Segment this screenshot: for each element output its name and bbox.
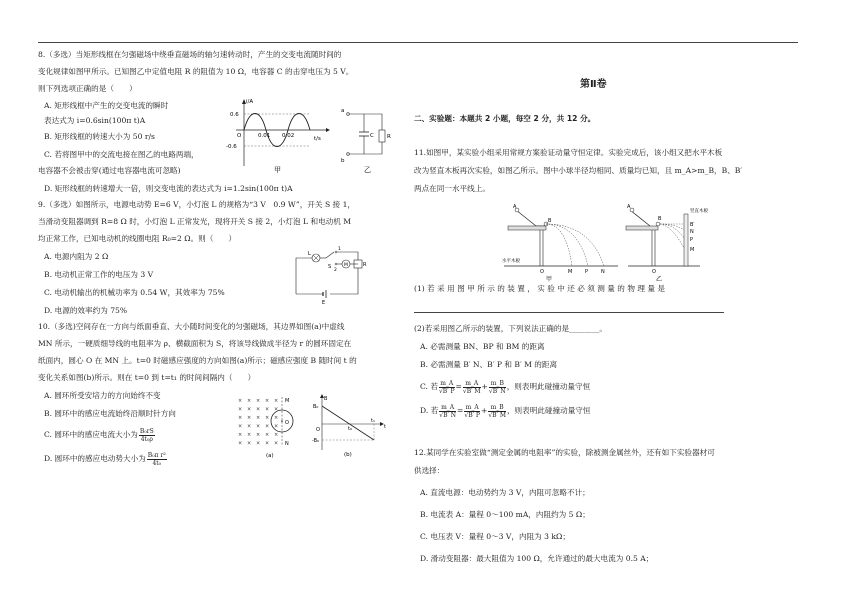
field-cross-mark: × <box>256 398 261 404</box>
field-cross-mark: × <box>238 440 243 447</box>
q8-jia-caption: 甲 <box>274 166 281 174</box>
q12-option-a: A. 直流电源：电动势约为 3 V，内阻可忽略不计； <box>420 488 590 497</box>
q11-c-frac-2 <box>463 380 481 395</box>
q8-option-c-1: C. 若将图甲中的交流电接在图乙的电路两端， <box>44 150 199 159</box>
q12-option-b: B. 电流表 A：量程 0～100 mA，内阻约为 5 Ω； <box>420 510 590 519</box>
field-cross-mark: × <box>247 432 252 438</box>
q11-jia-o: O <box>540 269 544 275</box>
q8-jia-yneg: -0.6 <box>226 144 237 150</box>
q9-stem-3: 均正常工作，已知电动机的线圈电阻 R₀=2 Ω。则（ ） <box>38 234 237 243</box>
q10-option-c-fraction <box>139 428 155 443</box>
q8-option-a-1: A. 矩形线框中产生的交变电流的瞬时 <box>44 101 169 110</box>
q8-yi-a: a <box>341 108 345 114</box>
q10-stem-4: 变化关系如图(b)所示。则在 t=0 到 t=t₁ 的时间间隔内（ ） <box>38 373 256 382</box>
field-cross-mark: × <box>265 440 270 447</box>
q11-jia-p: P <box>585 269 589 275</box>
field-cross-mark: × <box>238 432 243 438</box>
q8-jia-xlabel: t/s <box>314 136 321 142</box>
q10-figure-b <box>312 392 392 460</box>
q11-jia-board: 水平木板 <box>502 259 520 264</box>
q10-b-b: B <box>324 396 328 402</box>
field-cross-mark: × <box>274 406 279 413</box>
volume-title: 第Ⅱ卷 <box>580 79 607 90</box>
field-cross-mark: × <box>274 440 279 447</box>
q9-fig-m: M <box>344 263 348 268</box>
q11-c-frac-1 <box>439 380 455 395</box>
right-column <box>414 46 780 566</box>
q8-option-c-2: 电容器不会被击穿(通过电容器电流可忽略) <box>38 166 181 175</box>
q8-jia-t1: 0.01 <box>258 133 271 139</box>
q9-option-d: D. 电源的效率约为 75% <box>44 306 128 315</box>
q11-d-suffix: ，则表明此碰撞动量守恒 <box>506 406 591 415</box>
q10-a-caption: (a) <box>266 453 274 459</box>
field-cross-mark: × <box>265 423 270 430</box>
q11-yi-p: P <box>690 237 694 243</box>
q11-jia-n: N <box>601 269 605 275</box>
q11-c-frac-3-num: m_B <box>490 379 504 387</box>
q10-stem-3: 纸面内，圆心 O 在 MN 上。t=0 时磁感应强度的方向如图(a)所示；磁感应强度 B 随时间 t 的 <box>38 356 357 365</box>
q8-stem-3: 则下列选项正确的是（ ） <box>38 84 137 93</box>
q9-fig-s: S <box>328 264 332 270</box>
q10-c-numerator: B₀rS <box>139 427 154 435</box>
q11-c-frac-2-den: √B′ M <box>462 387 481 395</box>
q8-jia-ylabel: i/A <box>246 99 254 105</box>
q10-b-b0: B₀ <box>313 404 319 410</box>
q9-stem-2: 当滑动变阻器调到 R=8 Ω 时，小灯泡 L 正常发光，现将开关 S 接 2，小灯泡 L 和电动机 M <box>38 217 352 226</box>
field-cross-mark: × <box>256 432 261 438</box>
q9-fig-2: 2 <box>334 268 337 273</box>
q8-stem-2: 变化规律如图甲所示。已知图乙中定值电阻 R 的阻值为 10 Ω，电容器 C 的击穿电压为 5 V。 <box>38 67 354 76</box>
field-cross-mark: × <box>256 440 261 447</box>
field-cross-mark: × <box>238 398 243 404</box>
q11-d-frac-1-den: √B′ N <box>439 411 457 419</box>
q9-fig-1: 1 <box>338 247 341 252</box>
q12-stem-2: 供选择： <box>414 466 445 475</box>
q10-b-t1: t₁ <box>371 418 375 424</box>
q10-b-neg-b0: -B₀ <box>312 438 320 444</box>
q11-d-frac-3 <box>488 404 506 419</box>
q11-c-prefix: C. 若 <box>420 382 438 391</box>
q9-fig-r: R <box>363 262 367 268</box>
q10-option-b: B. 圆环中的感应电流始终沿顺时针方向 <box>44 409 176 418</box>
q8-figure-yi <box>338 98 398 174</box>
field-cross-mark: × <box>247 423 252 430</box>
field-cross-mark: × <box>274 432 279 438</box>
q8-yi-b: b <box>341 158 345 164</box>
q11-jia-caption: 甲 <box>546 276 553 282</box>
q11-d-frac-1-num: m_A <box>441 403 455 411</box>
q8-option-b: B. 矩形线框的转速大小为 50 r/s <box>44 132 155 141</box>
q11-c-frac-3 <box>489 380 506 395</box>
q12-option-c: C. 电压表 V：量程 0～3 V，内阻为 3 kΩ； <box>420 532 570 541</box>
q11-option-a: A. 必需测量 BN、BP 和 BM 的距离 <box>420 342 545 351</box>
left-column <box>38 46 398 566</box>
q10-option-a: A. 圆环所受安培力的方向始终不变 <box>44 391 161 400</box>
q11-jia-b: B <box>548 218 552 224</box>
q11-yi-bp: B′ <box>690 222 695 228</box>
field-cross-mark: × <box>256 423 261 430</box>
q11-part-2: (2)若采用图乙所示的装置，下列说法正确的是________。 <box>414 324 608 333</box>
q10-stem-1: 10.（多选)空间存在一方向与纸面垂直、大小随时间变化的匀强磁场，其边界如图(a)中虚线 <box>38 322 345 331</box>
q9-option-c: C. 电动机输出的机械功率为 0.54 W，其效率为 75% <box>44 288 225 297</box>
q11-c-frac-1-num: m_A <box>440 379 454 387</box>
q11-c-frac-1-den: √B′ P <box>438 387 455 395</box>
field-cross-mark: × <box>265 415 270 421</box>
q8-stem-1: 8.（多选）当矩形线框在匀强磁场中绕垂直磁场的轴匀速转动时，产生的交变电流随时间的 <box>38 50 342 59</box>
q11-option-d: D. 若 $\frac{m\_A}{√B' N}$ = $\frac{m\_A}{√B' P}$ + $\frac{m\_B}{√B' M}$ ，则表明此碰撞动量守恒 <box>420 403 591 419</box>
field-cross-mark: × <box>256 406 261 413</box>
q9-fig-l: L <box>308 251 311 257</box>
field-cross-mark: × <box>274 398 279 404</box>
q9-circuit-figure <box>290 246 370 304</box>
field-cross-mark: × <box>238 406 243 413</box>
q12-stem-1: 12.某同学在实验室做“测定金属的电阻率”的实验，除被测金属丝外，还有如下实验器材可 <box>414 448 715 457</box>
field-cross-mark: × <box>247 398 252 404</box>
q8-jia-origin: O <box>237 133 242 139</box>
q11-d-frac-3-den: √B′ M <box>488 411 506 419</box>
q11-c-frac-2-num: m_A <box>463 380 481 388</box>
q9-fig-e: E <box>322 300 326 304</box>
field-cross-mark: × <box>265 398 270 404</box>
q9-option-a: A. 电源内阻为 2 Ω <box>44 252 109 261</box>
q11-d-frac-2 <box>464 404 480 419</box>
q11-d-frac-2-num: m_A <box>465 403 479 411</box>
q12-option-d: D. 滑动变阻器：最大阻值为 100 Ω，允许通过的最大电流为 0.5 A； <box>420 554 654 563</box>
field-cross-mark: × <box>274 423 279 430</box>
q11-yi-board: 竖直木板 <box>690 209 708 214</box>
q11-yi-m: M <box>690 247 695 253</box>
q11-yi-caption: 乙 <box>656 276 663 282</box>
q11-d-frac-3-num: m_B <box>488 404 506 412</box>
q10-option-d-text: D. 圆环中的感应电动势大小为 <box>44 454 146 463</box>
q11-d-prefix: D. 若 <box>420 406 439 415</box>
q10-a-n: N <box>285 441 289 447</box>
q11-stem-2: 改为竖直木板再次实验，如图乙所示。图中小球半径均相同、质量均已知，且 m_A>m_B，B、B′ <box>414 166 743 175</box>
field-cross-mark: × <box>238 415 243 421</box>
q8-yi-c: C <box>370 133 374 139</box>
header-rule <box>38 42 798 43</box>
q11-yi-o: O <box>652 269 656 275</box>
q8-jia-ypos: 0.6 <box>230 112 239 118</box>
q11-option-c: C. 若 $\frac{m\_A}{√B' P}$ = $\frac{m\_A}{√B' M}$ + $\frac{m\_B}{√B' N}$ ，则表明此碰撞动量守恒 <box>420 379 591 395</box>
q11-d-frac-1 <box>439 404 456 419</box>
field-cross-mark: × <box>238 423 243 430</box>
q10-b-t: t <box>384 424 386 430</box>
q11-c-frac-3-den: √B′ N <box>488 387 506 395</box>
q11-option-b: B. 必需测量 B′ N、B′ P 和 B′ M 的距离 <box>420 360 558 369</box>
q8-yi-r: R <box>387 134 391 140</box>
q11-figure-yi <box>624 200 734 282</box>
field-cross-mark: × <box>247 440 252 447</box>
q8-yi-caption: 乙 <box>364 166 371 174</box>
q11-yi-a: A <box>627 204 631 210</box>
q10-b-origin: O <box>316 427 320 433</box>
q11-stem-1: 11.如图甲，某实验小组采用常规方案验证动量守恒定律。实验完成后，该小组又把水平木板 <box>414 148 723 157</box>
q10-option-d-fraction <box>147 452 167 467</box>
q11-yi-b: B <box>658 216 662 222</box>
field-cross-mark: × <box>274 415 279 421</box>
q10-field-crosses <box>238 398 278 447</box>
q10-figure-a <box>234 394 304 460</box>
q9-stem-1: 9.（多选）如图所示，电源电动势 E=6 V，小灯泡 L 的规格为“3 V 0.9 W”，开关 S 接 1， <box>38 200 355 209</box>
q11-yi-n: N <box>690 229 694 235</box>
q10-c-denominator: 4t₀ρ <box>140 435 153 443</box>
q10-d-denominator: 4t₀ <box>152 459 162 467</box>
q8-figure-jia <box>226 96 336 174</box>
q10-b-caption: (b) <box>344 452 352 458</box>
q10-a-m: M <box>285 398 290 404</box>
q11-c-suffix: ，则表明此碰撞动量守恒 <box>506 382 591 391</box>
q10-option-c-text: C. 圆环中的感应电流大小为 <box>44 430 138 439</box>
field-cross-mark: × <box>247 406 252 413</box>
q10-a-o: O <box>285 420 289 426</box>
q10-option-c <box>44 426 156 444</box>
field-cross-mark: × <box>265 432 270 438</box>
q11-answer-blank[interactable] <box>414 312 724 313</box>
field-cross-mark: × <box>247 415 252 421</box>
q11-jia-a: A <box>513 204 517 210</box>
q10-stem-2: MN 所示，一硬质细导线的电阻率为 ρ、横截面积为 S，将该导线做成半径为 r 的圆环固定在 <box>38 339 352 348</box>
q11-jia-m: M <box>568 269 573 275</box>
q11-stem-3: 两点在同一水平线上。 <box>414 184 490 193</box>
q10-d-numerator: B₀π r² <box>147 451 166 459</box>
q8-option-d: D. 矩形线框的转速增大一倍，则交变电流的表达式为 i=1.2sin(100π t)A <box>44 184 293 193</box>
section-heading: 二、实验题：本题共 2 小题，每空 2 分，共 12 分。 <box>414 114 596 123</box>
q10-b-t0: t₀ <box>348 426 352 432</box>
q11-d-frac-2-den: √B′ P <box>464 411 480 419</box>
q8-option-a-2: 表达式为 i=0.6sin(100π t)A <box>44 116 146 125</box>
q11-part-1: (1) 若 采 用 图 甲 所 示 的 装 置 ， 实 验 中 还 必 须 测 量 的 物 理 量 是 <box>414 284 665 293</box>
q9-option-b: B. 电动机正常工作的电压为 3 V <box>44 270 154 279</box>
q10-option-d <box>44 450 168 468</box>
q11-figure-jia <box>500 202 620 282</box>
field-cross-mark: × <box>265 406 270 413</box>
field-cross-mark: × <box>256 415 261 421</box>
q8-jia-t2: 0.02 <box>282 133 295 139</box>
